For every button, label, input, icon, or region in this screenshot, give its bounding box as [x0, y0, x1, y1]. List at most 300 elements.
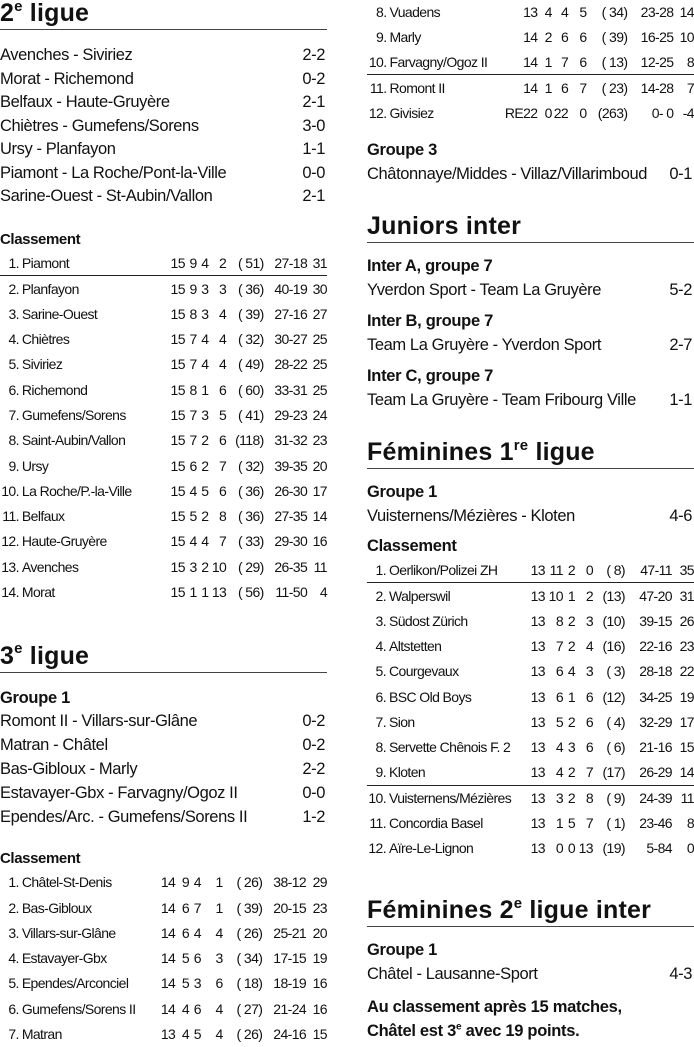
match-row: Châtonnaye/Middes - Villaz/Villarimboud 0-1 [367, 164, 692, 183]
standings-l-cell: 6 [219, 482, 227, 499]
standings-pts-cell: 10 [679, 28, 694, 45]
standings-d-cell: 2 [563, 760, 575, 785]
standings-row [367, 760, 694, 785]
standings-l-cell: 2 [208, 251, 226, 276]
standings-p-cell: 13 [530, 790, 545, 807]
standings-pen-cell: ( 34) [601, 3, 628, 20]
standings-pts-cell: 15 [679, 739, 694, 756]
standings-team-cell: Planfayon [21, 280, 79, 297]
standings-pts-cell: 7 [686, 79, 694, 96]
standings-row [0, 428, 327, 453]
section-title-feminines-1re-ligue: Féminines 1re ligue [367, 437, 694, 469]
standings-p-cell: 14 [160, 924, 176, 941]
results-3e-ligue [0, 710, 327, 830]
standings-rank-cell: 10. [367, 50, 390, 75]
standings-row [367, 659, 694, 684]
standings-w-cell: 9 [181, 874, 190, 891]
standings-pts-cell: 25 [312, 381, 327, 398]
standings-p-cell: 14 [523, 79, 538, 96]
standings-p-cell: 13 [521, 760, 545, 785]
standings-row [367, 684, 694, 709]
standings-l-cell: 4 [215, 1000, 223, 1017]
standings-p-cell: 15 [170, 381, 185, 398]
standings-row [0, 326, 327, 351]
standings-d-cell: 4 [197, 251, 209, 276]
standings-l-cell: 0 [579, 104, 587, 121]
standings-w-cell: 11 [545, 557, 563, 582]
standings-team-cell: Siviriez [21, 356, 63, 373]
standings-p-cell: 15 [170, 356, 185, 373]
standings-p-cell: 14 [160, 874, 176, 891]
standings-d-cell: 3 [201, 406, 209, 423]
standings-row [0, 503, 327, 528]
standings-l-cell: 13 [211, 584, 227, 600]
standings-pts-cell: 11 [680, 790, 694, 807]
standings-l-cell: 4 [219, 356, 227, 373]
standings-p-cell: 15 [170, 280, 185, 297]
standings-p-cell: 15 [170, 508, 185, 525]
standings-l-cell: 13 [578, 840, 593, 857]
standings-row [367, 836, 694, 861]
standings-p-cell: 15 [170, 406, 185, 423]
standings-goals-cell: 27-16 [274, 305, 308, 322]
standings-team-cell: Ursy [21, 457, 49, 474]
standings-p-cell: 14 [160, 1000, 176, 1017]
standings-goals-cell: 17-15 [273, 950, 307, 967]
standings-pts-cell: 30 [312, 280, 327, 297]
match-row: Piamont - La Roche/Pont-la-Ville 0-0 [0, 163, 325, 182]
standings-goals-cell: 39-15 [639, 612, 672, 629]
standings-p-cell: 15 [170, 305, 185, 322]
standings-rank-cell: 12. [368, 104, 387, 121]
standings-note: Au classement après 15 matches, Châtel est 3e avec 19 points. [367, 998, 622, 1041]
standings-pts-cell: 4 [319, 584, 327, 600]
match-row: Morat - Richemond 0-2 [0, 69, 325, 88]
standings-row [367, 633, 694, 658]
standings-rank-cell: 2. [8, 280, 19, 297]
standings-rank-cell: 11. [369, 815, 386, 832]
standings-d-cell: 5 [193, 1026, 201, 1043]
standings-pts-cell: 15 [312, 1026, 327, 1043]
standings-d-cell: 2 [201, 432, 209, 449]
standings-rank-cell: 4. [375, 638, 386, 655]
standings-d-cell: 4 [560, 3, 569, 20]
standings-l-cell: 0 [575, 557, 593, 582]
standings-p-cell: 14 [523, 28, 538, 45]
standings-goals-cell: 20-15 [273, 899, 307, 916]
standings-w-cell: 3 [189, 558, 197, 575]
standings-pts-cell: 20 [312, 457, 327, 474]
standings-rank-cell: 12. [1, 533, 19, 550]
standings-row [367, 608, 694, 633]
standings-rank-cell: 5. [8, 975, 19, 992]
standings-pts-cell: 19 [679, 688, 694, 705]
match-row: Sarine-Ouest - St-Aubin/Vallon 2-1 [0, 187, 325, 206]
standings-pen-cell: (19) [602, 840, 625, 857]
standings-l-cell: 6 [215, 975, 223, 992]
standings-d-cell: 4 [201, 356, 209, 373]
match-row: Avenches - Siviriez 2-2 [0, 46, 325, 65]
standings-d-cell: 1 [567, 688, 575, 705]
standings-row [367, 583, 694, 608]
standings-d-cell: 3 [201, 305, 209, 322]
standings-rank-cell: 7. [8, 406, 19, 423]
match-row: Chiètres - Gumefens/Sorens 3-0 [0, 116, 325, 135]
standings-l-cell: 3 [585, 663, 593, 680]
standings-p-cell: 13 [160, 1026, 176, 1043]
standings-p-cell: 15 [170, 331, 185, 348]
standings-p-cell: 15 [163, 251, 185, 276]
standings-w-cell: 10 [548, 587, 563, 604]
juniors-results [367, 255, 694, 412]
standings-goals-cell: 0- 0 [651, 104, 674, 121]
standings-p-cell: 14 [160, 899, 176, 916]
standings-l-cell: 6 [585, 713, 593, 730]
standings-l-cell: 6 [585, 688, 593, 705]
standings-pts-cell: 23 [312, 432, 327, 449]
standings-3e-ligue-part1 [0, 870, 327, 1047]
group-label: Inter B, groupe 7 [367, 312, 493, 331]
standings-d-cell: 22 [553, 104, 569, 121]
standings-w-cell: 6 [555, 688, 563, 705]
standings-l-cell: 4 [215, 924, 223, 941]
standings-2e-ligue [0, 251, 327, 605]
standings-row [0, 251, 327, 276]
standings-team-cell: Vuadens [389, 3, 441, 20]
standings-row [367, 557, 694, 582]
standings-pts-cell: 23 [679, 638, 694, 655]
standings-rank-cell: 6. [375, 688, 386, 705]
standings-team-cell: Bas-Gibloux [21, 899, 92, 916]
standings-rank-cell: 8. [375, 739, 386, 756]
standings-d-cell: 3 [567, 739, 575, 756]
standings-row [0, 895, 327, 920]
standings-row [0, 920, 327, 945]
standings-pen-cell: ( 13) [587, 50, 628, 75]
standings-d-cell: 2 [201, 558, 209, 575]
standings-pen-cell: ( 41) [237, 406, 264, 423]
standings-rank-cell: 7. [375, 713, 386, 730]
standings-d-cell: 3 [193, 975, 201, 992]
standings-pts-cell: 29 [312, 874, 327, 891]
standings-w-cell: 6 [181, 899, 190, 916]
standings-w-cell: 5 [189, 508, 197, 525]
classement-label: Classement [367, 537, 457, 556]
standings-d-cell: 7 [552, 50, 568, 75]
standings-w-cell: 7 [189, 406, 197, 423]
standings-pts-cell: 31 [679, 587, 694, 604]
standings-goals-cell: 14-28 [640, 79, 674, 96]
standings-goals-cell: 21-16 [639, 739, 672, 756]
standings-goals-cell: 24-16 [273, 1026, 307, 1043]
standings-row [0, 402, 327, 427]
standings-row [0, 1021, 327, 1046]
standings-d-cell: 2 [567, 713, 575, 730]
standings-pts-cell: 19 [312, 950, 327, 967]
standings-p-cell: 13 [530, 663, 545, 680]
standings-team-cell: Morat [21, 584, 55, 600]
group-label: Groupe 1 [0, 688, 71, 707]
standings-row [0, 579, 327, 604]
standings-w-cell: 9 [185, 251, 197, 276]
standings-l-cell: 6 [219, 432, 227, 449]
standings-goals-cell: 33-31 [274, 381, 308, 398]
standings-goals-cell: 28-22 [274, 356, 308, 373]
standings-rank-cell: 1. [8, 874, 19, 891]
standings-goals-cell: 11-50 [275, 584, 308, 600]
match-row: Estavayer-Gbx - Farvagny/Ogoz II 0-0 [0, 784, 325, 803]
standings-rank-cell: 12. [368, 840, 386, 857]
standings-team-cell: Romont II [389, 79, 445, 96]
standings-pen-cell: ( 32) [237, 331, 264, 348]
standings-w-cell: 4 [555, 739, 563, 756]
standings-w-cell: 4 [544, 3, 552, 20]
standings-team-cell: La Roche/P.-la-Ville [21, 482, 132, 499]
standings-team-cell: Richemond [21, 381, 88, 398]
standings-pen-cell: ( 3) [606, 663, 625, 680]
standings-pts-cell: 23 [312, 899, 327, 916]
standings-goals-cell: 31-32 [274, 432, 308, 449]
standings-l-cell: 5 [219, 406, 227, 423]
standings-team-cell: Villars-sur-Glâne [21, 924, 116, 941]
match-row: Romont II - Villars-sur-Glâne 0-2 [0, 712, 325, 731]
standings-pen-cell: (12) [602, 688, 625, 705]
standings-p-cell: 13 [530, 815, 545, 832]
match-row: Châtel - Lausanne-Sport 4-3 [367, 964, 692, 983]
standings-w-cell: 4 [181, 1000, 190, 1017]
standings-pts-cell: 26 [679, 612, 694, 629]
standings-row [0, 946, 327, 971]
standings-w-cell: 5 [181, 975, 190, 992]
group-label: Inter C, groupe 7 [367, 367, 493, 386]
standings-pts-cell: 11 [313, 558, 327, 575]
standings-p-cell: 13 [530, 688, 545, 705]
standings-pen-cell: ( 39) [236, 899, 263, 916]
standings-d-cell: 4 [201, 533, 209, 550]
standings-d-cell: 4 [193, 874, 201, 891]
standings-rank-cell: 9. [8, 457, 19, 474]
group-label: Inter A, groupe 7 [367, 257, 493, 276]
standings-p-cell: 13 [523, 3, 538, 20]
standings-d-cell: 4 [193, 924, 201, 941]
match-row: Yverdon Sport - Team La Gruyère 5-2 [367, 280, 692, 299]
standings-l-cell: 7 [579, 79, 587, 96]
standings-rank-cell: 2. [375, 587, 386, 604]
standings-pen-cell: (263) [597, 104, 628, 121]
standings-pen-cell: (118) [235, 432, 264, 449]
standings-pts-cell: 31 [307, 251, 327, 276]
standings-rank-cell: 3. [8, 924, 19, 941]
standings-d-cell: 4 [567, 663, 575, 680]
standings-team-cell: Sion [389, 713, 415, 730]
standings-p-cell: 15 [170, 457, 185, 474]
standings-pts-cell: 14 [312, 508, 327, 525]
standings-row [367, 709, 694, 734]
standings-l-cell: 10 [211, 558, 227, 575]
standings-rank-cell: 4. [8, 950, 19, 967]
standings-row [0, 478, 327, 503]
standings-pen-cell: ( 60) [237, 381, 264, 398]
standings-goals-cell: 39-35 [274, 457, 308, 474]
standings-w-cell: 5 [555, 713, 563, 730]
standings-row [0, 554, 327, 579]
standings-l-cell: 1 [215, 874, 223, 891]
standings-w-cell: 4 [189, 533, 197, 550]
standings-goals-cell: 24-39 [639, 790, 672, 807]
standings-team-cell: Châtel-St-Denis [21, 874, 112, 891]
standings-l-cell: 7 [219, 533, 227, 550]
standings-goals-cell: 21-24 [273, 1000, 307, 1017]
match-row: Bas-Gibloux - Marly 2-2 [0, 760, 325, 779]
match-row: Team La Gruyère - Yverdon Sport 2-7 [367, 335, 692, 354]
standings-d-cell: 7 [193, 899, 201, 916]
standings-row [0, 996, 327, 1021]
standings-goals-cell: 28-18 [639, 663, 672, 680]
standings-d-cell: 6 [193, 1000, 201, 1017]
standings-p-cell: 14 [160, 950, 176, 967]
standings-l-cell: 3 [215, 950, 223, 967]
standings-pen-cell: ( 34) [236, 950, 263, 967]
standings-feminines-1re-ligue [367, 557, 694, 861]
standings-rank-cell: 13. [1, 558, 19, 575]
standings-w-cell: 6 [189, 457, 197, 474]
standings-team-cell: Estavayer-Gbx [21, 950, 107, 967]
standings-rank-cell: 3. [375, 612, 386, 629]
standings-team-cell: Oerlikon/Polizei ZH [389, 557, 521, 582]
standings-w-cell: 4 [545, 760, 563, 785]
standings-p-cell: 15 [170, 432, 185, 449]
standings-pts-cell: 24 [312, 406, 327, 423]
standings-team-cell: Saint-Aubin/Vallon [21, 432, 126, 449]
standings-team-cell: Ependes/Arconciel [21, 975, 129, 992]
standings-w-cell: 4 [181, 1026, 190, 1043]
standings-pen-cell: ( 39) [601, 28, 628, 45]
standings-l-cell: 6 [568, 50, 586, 75]
standings-goals-cell: 16-25 [640, 28, 674, 45]
standings-rank-cell: 2. [8, 899, 19, 916]
standings-d-cell: 6 [560, 28, 569, 45]
standings-goals-cell: 5-84 [646, 840, 672, 857]
standings-d-cell: 3 [201, 280, 209, 297]
standings-goals-cell: 32-29 [639, 713, 672, 730]
standings-goals-cell: 30-27 [274, 331, 308, 348]
standings-l-cell: 4 [585, 638, 593, 655]
standings-l-cell: 4 [215, 1026, 223, 1043]
standings-rank-cell: 11. [2, 508, 19, 525]
standings-w-cell: 7 [189, 356, 197, 373]
standings-pen-cell: (10) [602, 612, 625, 629]
standings-team-cell: Südost Zürich [389, 612, 468, 629]
standings-rank-cell: 9. [376, 28, 387, 45]
standings-d-cell: 6 [193, 950, 201, 967]
standings-l-cell: 6 [579, 28, 587, 45]
standings-pen-cell: ( 56) [237, 584, 264, 600]
standings-rank-cell: 6. [8, 1000, 19, 1017]
right-column [367, 0, 694, 1043]
standings-pen-cell: (13) [602, 587, 625, 604]
standings-pts-cell: -4 [682, 104, 694, 121]
match-row: Ependes/Arc. - Gumefens/Sorens II 1-2 [0, 808, 325, 827]
standings-goals-cell: 18-19 [273, 975, 307, 992]
standings-l-cell: 3 [585, 612, 593, 629]
standings-rank-cell: 8. [8, 432, 19, 449]
standings-d-cell: 2 [201, 457, 209, 474]
standings-pen-cell: ( 33) [237, 533, 264, 550]
standings-pen-cell: ( 36) [237, 280, 264, 297]
results-2e-ligue [0, 44, 327, 209]
standings-w-cell: 8 [189, 381, 197, 398]
standings-l-cell: 6 [585, 739, 593, 756]
standings-goals-cell: 25-21 [273, 924, 307, 941]
standings-rank-cell: 7. [8, 1026, 19, 1043]
standings-goals-cell: 47-20 [639, 587, 672, 604]
standings-goals-cell: 40-19 [274, 280, 308, 297]
standings-pen-cell: ( 23) [601, 79, 628, 96]
group-label: Groupe 1 [367, 483, 438, 502]
standings-p-cell: 14 [504, 50, 537, 75]
standings-d-cell: 6 [560, 79, 569, 96]
group-label: Groupe 3 [367, 141, 438, 160]
standings-row [367, 24, 694, 49]
standings-goals-cell: 26-29 [625, 760, 672, 785]
standings-rank-cell: 8. [376, 3, 387, 20]
standings-pen-cell: ( 1) [606, 815, 625, 832]
standings-goals-cell: 38-12 [273, 874, 307, 891]
standings-pts-cell: 25 [312, 356, 327, 373]
standings-pen-cell: ( 9) [606, 790, 625, 807]
match-row: Matran - Châtel 0-2 [0, 736, 325, 755]
standings-rank-cell: 10. [368, 790, 386, 807]
standings-rank-cell: 1. [367, 557, 389, 582]
standings-pts-cell: 14 [679, 3, 694, 20]
standings-team-cell: Gumefens/Sorens [21, 406, 126, 423]
standings-w-cell: 6 [181, 924, 190, 941]
standings-goals-cell: 23-28 [640, 3, 674, 20]
standings-row [0, 453, 327, 478]
standings-w-cell: 1 [544, 79, 552, 96]
standings-d-cell: 5 [567, 815, 575, 832]
standings-rank-cell: 4. [8, 331, 19, 348]
group-label: Groupe 1 [367, 941, 438, 960]
standings-w-cell: 2 [544, 28, 552, 45]
standings-rank-cell: 14. [1, 584, 19, 600]
standings-w-cell: 4 [189, 482, 197, 499]
standings-pts-cell: 25 [312, 331, 327, 348]
standings-w-cell: 1 [189, 584, 197, 600]
standings-d-cell: 2 [567, 790, 575, 807]
standings-pts-cell: 14 [672, 760, 694, 785]
standings-w-cell: 7 [189, 432, 197, 449]
standings-team-cell: Belfaux [21, 508, 65, 525]
standings-pts-cell: 20 [312, 924, 327, 941]
section-title-feminines-2e-ligue-inter: Féminines 2e ligue inter [367, 895, 694, 927]
standings-row [0, 301, 327, 326]
standings-l-cell: 8 [585, 790, 593, 807]
left-column [0, 0, 327, 1047]
standings-l-cell: 7 [219, 457, 227, 474]
standings-w-cell: 1 [537, 50, 551, 75]
standings-pen-cell: ( 32) [237, 457, 264, 474]
standings-team-cell: Walperswil [389, 587, 451, 604]
standings-d-cell: 2 [567, 612, 575, 629]
standings-pts-cell: 8 [673, 50, 694, 75]
standings-row [0, 529, 327, 554]
standings-l-cell: 2 [585, 587, 593, 604]
standings-rank-cell: 11. [369, 79, 387, 96]
standings-row [0, 276, 327, 301]
standings-w-cell: 7 [555, 638, 563, 655]
standings-p-cell: 13 [521, 557, 545, 582]
